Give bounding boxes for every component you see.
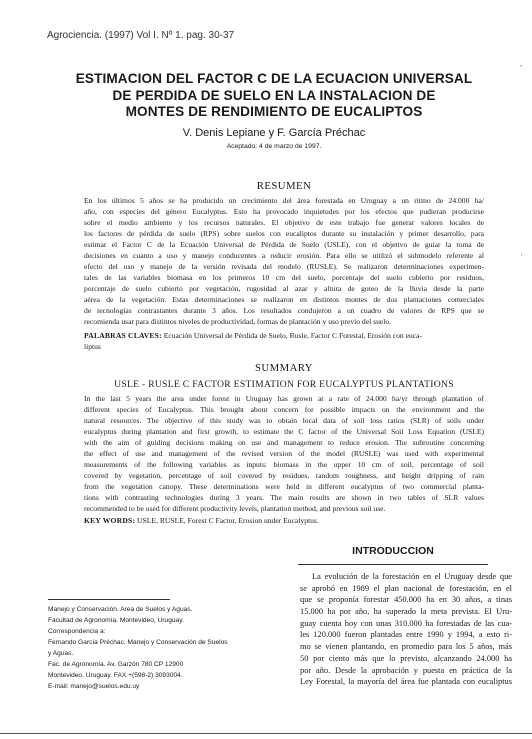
footnote-line: Facultad de Agronomía. Montevideo, Uruguay. [48, 617, 184, 624]
palabras-claves [84, 330, 484, 352]
introduccion-heading: INTRODUCCION [352, 545, 434, 557]
title-line: DE PERDIDA DE SUELO EN LA INSTALACION DE [112, 87, 436, 103]
resumen-heading: RESUMEN [256, 180, 312, 192]
palabras-claves-text: Ecuación Universal de Pérdida de Suelo, Rusle, Factor C Forestal, Erosión con euca- [161, 331, 423, 340]
summary-heading: SUMMARY [254, 362, 313, 374]
footnote-line: E-mail: manejo@suelos.edu.uy [48, 683, 140, 690]
summary-line: eucalyptus during plantation and first growth, to estimate the C factor of the Universal Soil Loss Equation (USLE) [84, 427, 484, 436]
footnote-line: Fernando García Préchac. Manejo y Conservación de Suelos [48, 639, 228, 646]
resumen-line: los factores de pérdida de suelo (RPS) sobre suelos con eucaliptos durante su instalación y primer desarrollo, para [84, 229, 484, 238]
resumen-line: aérea de la vegetación. Estas determinaciones se realizaron en distintos montes de dos plantaciones comerciales [84, 295, 484, 304]
introduccion-line: 50 por ciento más que lo previsto, alcanzando 24.000 ha [300, 653, 512, 663]
footnote-rule [48, 599, 170, 600]
introduccion-line: les 120.000 fueron plantadas entre 1990 y 1994, a esto ri- [300, 630, 512, 640]
palabras-claves-label: PALABRAS CLAVES: [84, 331, 162, 340]
summary-line: different species of Eucalyptus. This brought about concern for possible impacts on the environment and the [84, 405, 484, 414]
scan-margin-mark: , [520, 58, 523, 68]
summary-line: recommended to be used for different productivity levels, plantation method, and previous soil use. [84, 504, 386, 513]
summary-line: with the aim of guiding decisions making on use and management to reduce erosion. The subroutine concerning [84, 438, 484, 447]
resumen-line: porcentaje de suelo cubierto por vegetación, rugosidad al azar y altura de goteo de la lluvia desde la parte [84, 284, 484, 293]
summary-line: from the vegetation canopy. These determinations were held in different eucalyptus of two commercial planta- [84, 482, 484, 491]
resumen-line: tales de las variables biomasa en los primeros 10 cm del suelo, porcentaje del suelo cubierto por residuos, [84, 273, 484, 282]
resumen-line: efecto del uso y manejo de la versión revisada del modelo (RUSLE). Se realizaron determinaciones experimen- [84, 262, 484, 271]
resumen-line: de tecnologías contrastantes durante 3 años. Los resultados condujeron a un cuadro de valores de RPS que se [84, 306, 484, 315]
footnote [48, 604, 288, 692]
introduccion-line: 15.000 ha por año, ha superado la meta prevista. El Uru- [300, 607, 512, 617]
introduccion-line: por año. Desde la aprobación y puesta en práctica de la [300, 665, 512, 675]
summary-line: In the last 5 years the area under forest in Uruguay has grown at a rate of 24.000 ha/yr through plantation of [84, 394, 484, 403]
accepted-date: Aceptado: 4 de marzo de 1997. [226, 143, 322, 150]
introduccion-line: mo se vienen plantando, en promedio para los 5 años, más [300, 642, 512, 652]
introduccion-line: La evolución de la forestación en el Uruguay desde que [312, 572, 512, 581]
footnote-line: y Aguas. [48, 650, 74, 657]
summary-line: measurements of the following variables as inputs: biomass in the upper 10 cm of soil, percentage of soil [84, 460, 484, 469]
introduccion-line: se aprobó en 1989 el plan nacional de forestación, en el [300, 583, 512, 593]
page-bottom-rule [0, 733, 532, 734]
authors: V. Denis Lepiane y F. García Préchac [182, 127, 366, 139]
paper-title [60, 71, 488, 121]
resumen-line: estimar el Factor C de la Ecuación Universal de Pérdida de Suelo (USLE), con el objetivo de guiar la toma de [84, 240, 484, 249]
resumen-line: año, con especies del género Eucalyptus. Esto ha provocado inquietudes por los efectos que pudieran producirse [84, 207, 484, 216]
introduccion-line: que se proponía forestar 450.000 ha en 30 años, a tinas [300, 595, 512, 605]
introduccion-rule [298, 564, 488, 565]
summary-line: natural resources. The objective of this study was to obtain local data of soil loss ratios (SLR) of soils under [84, 416, 484, 425]
introduccion-body [300, 571, 512, 688]
resumen-line: sobre el medio ambiente y los recursos naturales. El objetivo de este trabajo fue generar valores locales de [84, 218, 484, 227]
resumen-line: En los últimos 5 años se ha producido un crecimiento del área forestada en Uruguay a un ritmo de 24.000 ha/ [84, 196, 484, 205]
summary-body [84, 393, 484, 514]
summary-line: tions with contrasting technologies during 3 years. The main results are shown in two tables of SLR values [84, 493, 484, 502]
footnote-line: Correspondencia a: [48, 628, 106, 635]
introduccion-line: Ley Forestal, la mayoría del área fue plantada con eucaliptus [300, 677, 512, 687]
scan-margin-mark: · [520, 250, 523, 260]
resumen-line: decisiones en cuanto a uso y manejo conducentes a reducir erosión. Para ello se utilizó el submodelo referente al [84, 251, 484, 260]
resumen-body [84, 195, 484, 327]
key-words-text: USLE, RUSLE, Forest C Factor, Erosion under Eucalyptus. [135, 516, 319, 525]
key-words [84, 515, 484, 526]
resumen-line: recomienda usar para distintos niveles de productividad, formas de plantación y uso previo del suelo. [84, 317, 392, 326]
key-words-label: KEY WORDS: [84, 516, 136, 525]
title-line: ESTIMACION DEL FACTOR C DE LA ECUACION UNIVERSAL [75, 71, 473, 86]
footnote-line: Fac. de Agronomía. Av. Garzón 780 CP 12900 [48, 661, 184, 668]
summary-line: covered by vegetation, percentage of soil covered by residues, random roughness, and height dripping of rain [84, 471, 484, 480]
title-line: MONTES DE RENDIMIENTO DE EUCALIPTOS [125, 104, 423, 119]
footnote-line: Manejo y Conservación. Area de Suelos y Aguas. [48, 606, 193, 613]
summary-subheading: USLE - RUSLE C FACTOR ESTIMATION FOR EUCALYPTUS PLANTATIONS [114, 379, 454, 390]
footnote-line: Montevideo, Uruguay. FAX +(598-2) 3093004. [48, 672, 183, 679]
journal-citation: Agrociencia. (1997) Vol I. Nº 1. pag. 30-37 [47, 30, 235, 41]
palabras-claves-text-cont: liptus [84, 342, 101, 351]
summary-line: the effect of use and management of the revised version of the model (RUSLE) was used with experimental [84, 449, 484, 458]
introduccion-line: guay cuenta hoy con unas 310.000 ha forestadas de las cua- [300, 618, 512, 628]
